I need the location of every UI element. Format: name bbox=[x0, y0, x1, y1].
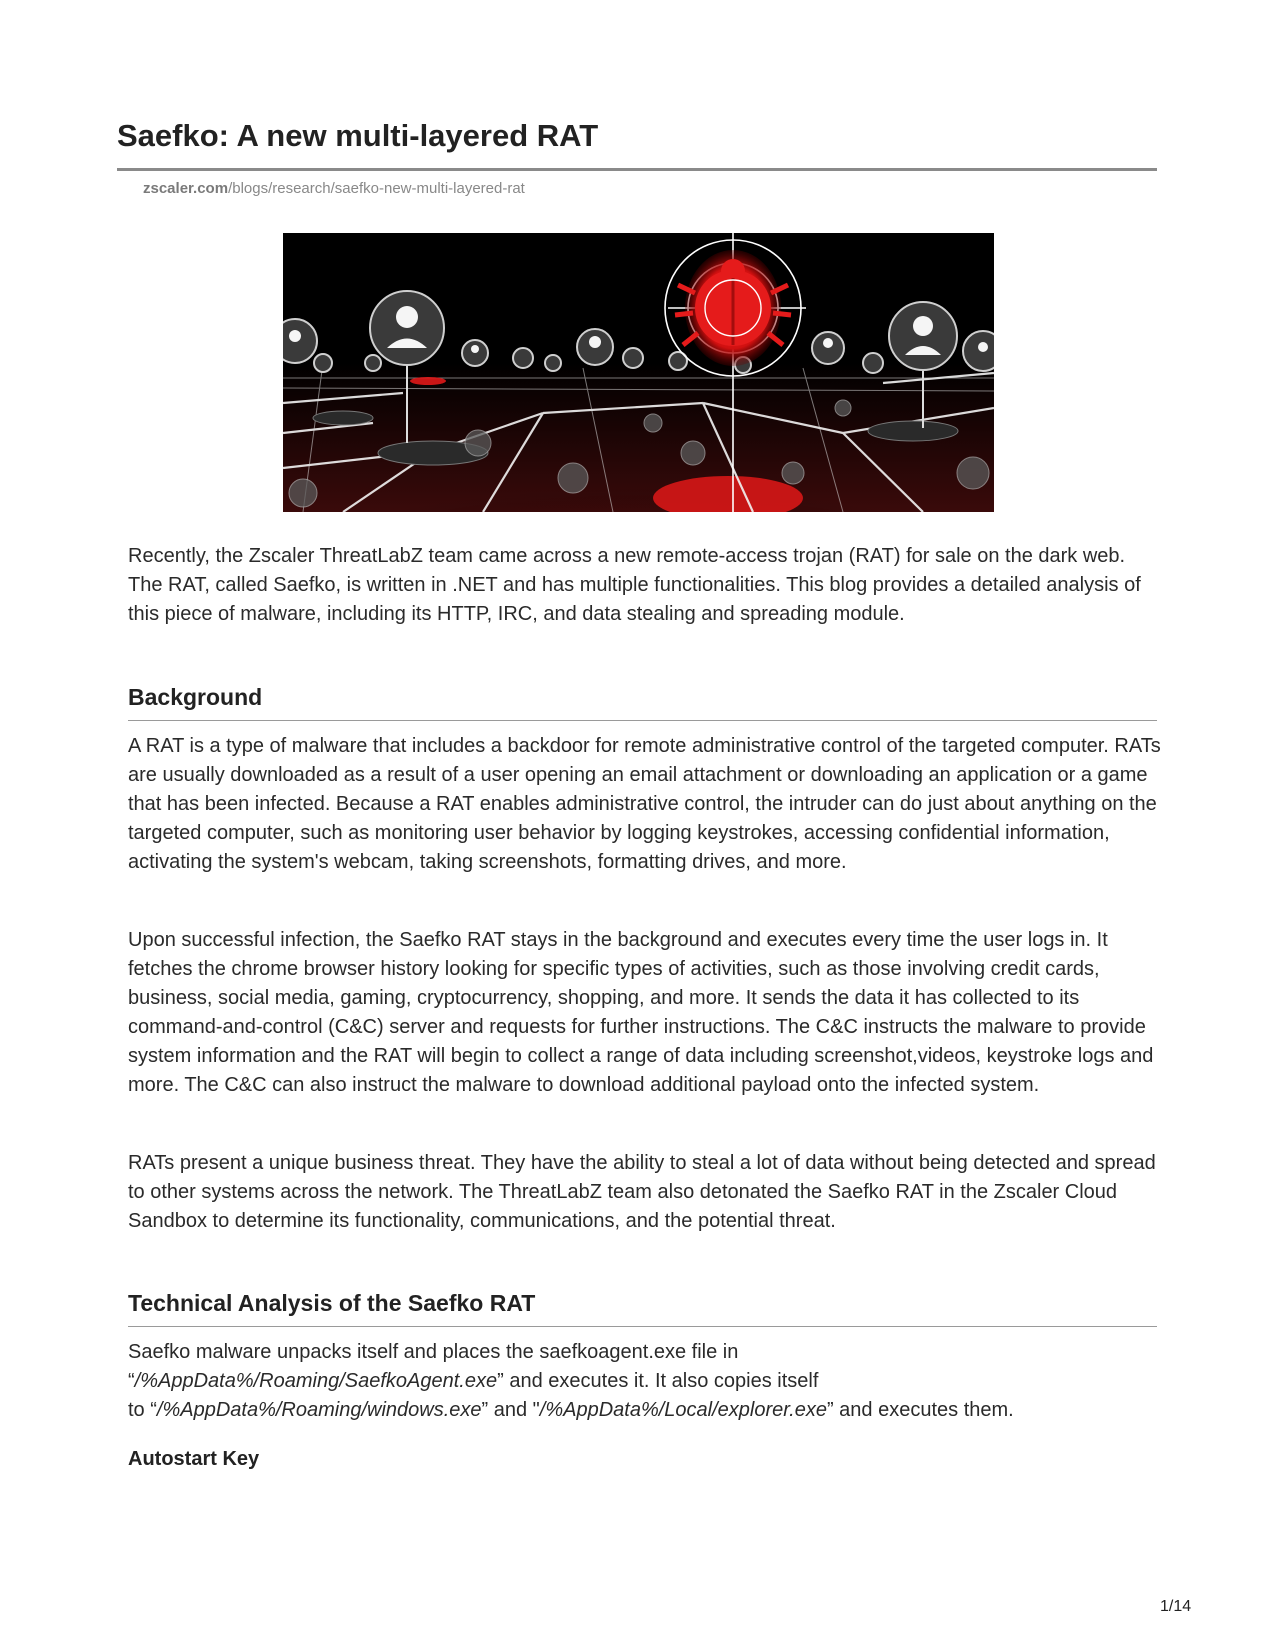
source-url[interactable] bbox=[143, 180, 525, 197]
technical-text-3: to “ bbox=[128, 1399, 157, 1421]
technical-divider bbox=[128, 1326, 1157, 1327]
technical-quote-open: “ bbox=[128, 1370, 135, 1392]
technical-heading: Technical Analysis of the Saefko RAT bbox=[128, 1290, 536, 1316]
background-paragraph-3: RATs present a unique business threat. They have the ability to steal a lot of data without being detected and spread to other systems across the network. The ThreatLabZ team also detonated the Saefko RAT in the Zscaler Cloud Sandbox to determine its functionality, communications, and the potential threat. bbox=[128, 1152, 1156, 1232]
path-explorer-exe: /%AppData%/Local/explorer.exe bbox=[539, 1399, 827, 1421]
background-heading: Background bbox=[128, 684, 263, 710]
page-number: 1/14 bbox=[1160, 1598, 1192, 1615]
background-paragraph-2: Upon successful infection, the Saefko RAT stays in the background and executes every time the user logs in. It fetches the chrome browser history looking for specific types of activities, such as those involving credit cards, business, social media, gaming, cryptocurrency, shopping, and more. It sends the data it has collected to its command-and-control (C&C) server and requests for further instructions. The C&C instructs the malware to provide system information and the RAT will begin to collect a range of data including screenshot,videos, keystroke logs and more. The C&C can also instruct the malware to download additional payload onto the infected system. bbox=[128, 929, 1154, 1096]
page-title: Saefko: A new multi-layered RAT bbox=[117, 118, 599, 153]
background-divider bbox=[128, 720, 1157, 721]
path-windows-exe: /%AppData%/Roaming/windows.exe bbox=[156, 1399, 482, 1421]
technical-text-5: ” and executes them. bbox=[826, 1399, 1014, 1421]
path-saefkoagent: /%AppData%/Roaming/SaefkoAgent.exe bbox=[134, 1370, 498, 1392]
technical-text-4: ” and " bbox=[481, 1399, 540, 1421]
hero-image bbox=[283, 233, 994, 512]
title-divider bbox=[117, 168, 1157, 171]
autostart-heading: Autostart Key bbox=[128, 1448, 260, 1470]
source-domain: zscaler.com bbox=[143, 180, 229, 197]
source-path: /blogs/research/saefko-new-multi-layered-rat bbox=[228, 180, 525, 197]
network-illustration bbox=[283, 233, 994, 512]
intro-paragraph: Recently, the Zscaler ThreatLabZ team came across a new remote-access trojan (RAT) for sale on the dark web. The RAT, called Saefko, is written in .NET and has multiple functionalities. This blog provides a detailed analysis of this piece of malware, including its HTTP, IRC, and data stealing and spreading module. bbox=[128, 545, 1141, 625]
background-paragraph-1: A RAT is a type of malware that includes a backdoor for remote administrative control of the targeted computer. RATs are usually downloaded as a result of a user opening an email attachment or downloading an application or a game that has been infected. Because a RAT enables administrative control, the intruder can do just about anything on the targeted computer, such as monitoring user behavior by logging keystrokes, accessing confidential information, activating the system's webcam, taking screenshots, formatting drives, and more. bbox=[128, 735, 1161, 873]
technical-text-1: Saefko malware unpacks itself and places the saefkoagent.exe file in bbox=[128, 1341, 739, 1363]
technical-paragraph bbox=[128, 1338, 1163, 1425]
technical-text-2: ” and executes it. It also copies itself bbox=[497, 1370, 819, 1392]
